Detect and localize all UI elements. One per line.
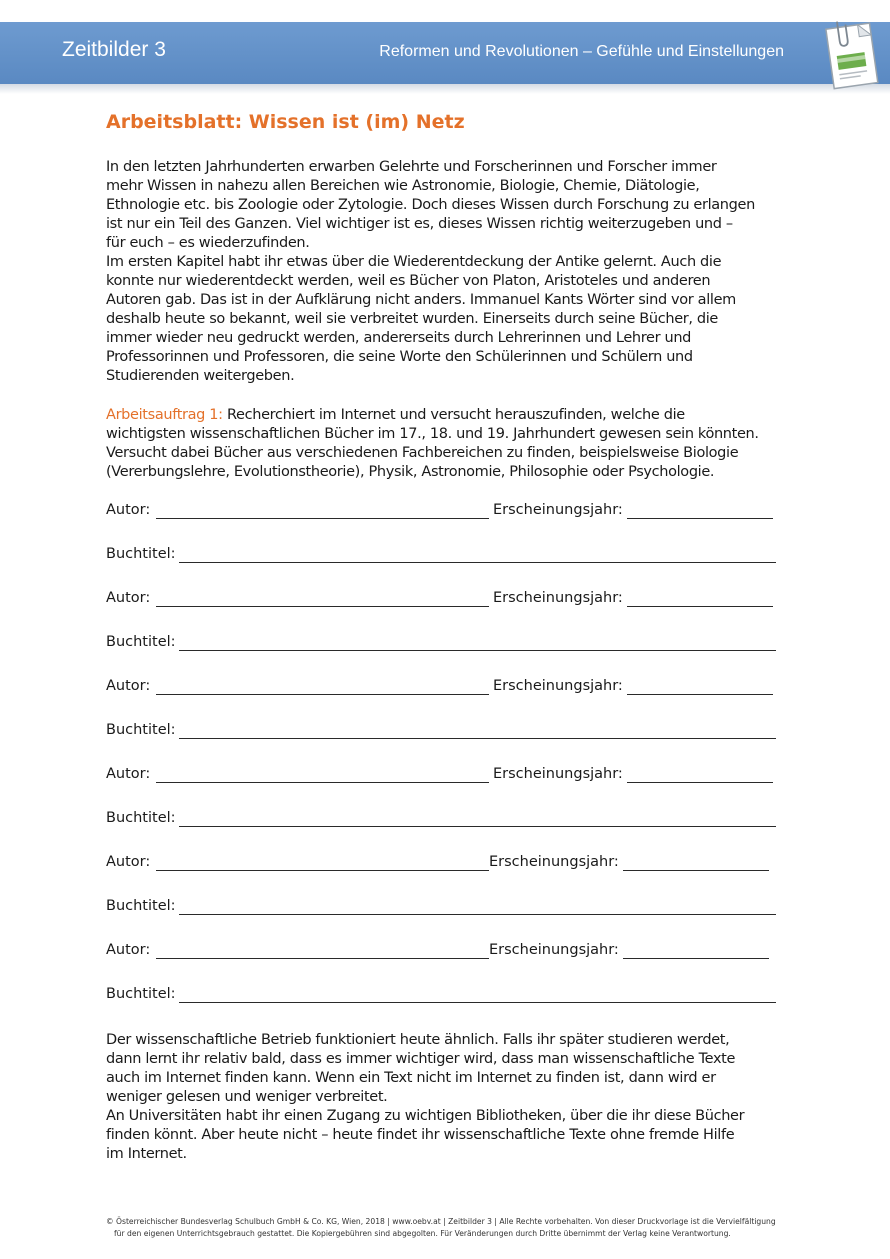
task-paragraph	[106, 406, 806, 482]
book-title-label: Buchtitel:	[106, 546, 176, 562]
book-title-answer-line[interactable]	[179, 562, 776, 563]
year-label: Erscheinungsjahr:	[493, 590, 623, 606]
year-label: Erscheinungsjahr:	[493, 678, 623, 694]
year-answer-line[interactable]	[627, 518, 773, 519]
header-shadow	[0, 84, 890, 94]
text-line: Ethnologie etc. bis Zoologie oder Zytologie. Doch dieses Wissen durch Forschung zu erlangen	[106, 197, 755, 213]
text-line: weniger gelesen und weniger verbreitet.	[106, 1089, 388, 1105]
year-answer-line[interactable]	[623, 958, 769, 959]
text-line: Versucht dabei Bücher aus verschiedenen Fachbereichen zu finden, beispielsweise Biologie	[106, 445, 739, 461]
book-title-answer-line[interactable]	[179, 738, 776, 739]
book-title-label: Buchtitel:	[106, 634, 176, 650]
author-label: Autor:	[106, 942, 151, 958]
task-text: Recherchiert im Internet und versucht herauszufinden, welche die	[222, 407, 685, 423]
outro-paragraph	[106, 1031, 806, 1164]
book-title-answer-line[interactable]	[179, 826, 776, 827]
book-title: Zeitbilder 3	[62, 38, 166, 61]
book-title-label: Buchtitel:	[106, 722, 176, 738]
year-answer-line[interactable]	[627, 694, 773, 695]
text-line: In den letzten Jahrhunderten erwarben Gelehrte und Forscherinnen und Forscher immer	[106, 159, 717, 175]
text-line: deshalb heute so bekannt, weil sie verbreitet wurden. Einerseits durch seine Bücher, die	[106, 311, 718, 327]
author-answer-line[interactable]	[156, 782, 489, 783]
book-title-answer-line[interactable]	[179, 1002, 776, 1003]
worksheet-document-icon	[816, 14, 886, 100]
year-answer-line[interactable]	[627, 606, 773, 607]
text-line: wichtigsten wissenschaftlichen Bücher im 17., 18. und 19. Jahrhundert gewesen sein könnten.	[106, 426, 759, 442]
book-title-label: Buchtitel:	[106, 810, 176, 826]
task-label: Arbeitsauftrag 1:	[106, 407, 223, 423]
year-label: Erscheinungsjahr:	[489, 854, 619, 870]
year-label: Erscheinungsjahr:	[493, 502, 623, 518]
author-answer-line[interactable]	[156, 694, 489, 695]
text-line: (Vererbungslehre, Evolutionstheorie), Physik, Astronomie, Philosophie oder Psychologie.	[106, 464, 715, 480]
text-line: konnte nur wiederentdeckt werden, weil es Bücher von Platon, Aristoteles und anderen	[106, 273, 711, 289]
text-line: Der wissenschaftliche Betrieb funktioniert heute ähnlich. Falls ihr später studieren werdet,	[106, 1032, 730, 1048]
text-line: Professorinnen und Professoren, die seine Worte den Schülerinnen und Schülern und	[106, 349, 693, 365]
text-line: dann lernt ihr relativ bald, dass es immer wichtiger wird, dass man wissenschaftliche Texte	[106, 1051, 736, 1067]
book-title-label: Buchtitel:	[106, 898, 176, 914]
text-line: Autoren gab. Das ist in der Aufklärung nicht anders. Immanuel Kants Wörter sind vor allem	[106, 292, 736, 308]
author-label: Autor:	[106, 502, 151, 518]
author-label: Autor:	[106, 766, 151, 782]
worksheet-title: Arbeitsblatt: Wissen ist (im) Netz	[106, 111, 465, 133]
text-line: für euch – es wiederzufinden.	[106, 235, 310, 251]
footer-line: © Österreichischer Bundesverlag Schulbuch GmbH & Co. KG, Wien, 2018 | www.oebv.at | Zeitbilder 3 | Alle Rechte vorbehalten. Von dieser Druckvorlage ist die Vervielfältigung	[106, 1217, 776, 1226]
year-answer-line[interactable]	[623, 870, 769, 871]
text-line: An Universitäten habt ihr einen Zugang zu wichtigen Bibliotheken, über die ihr diese Bücher	[106, 1108, 745, 1124]
author-answer-line[interactable]	[156, 870, 489, 871]
text-line: mehr Wissen in nahezu allen Bereichen wie Astronomie, Biologie, Chemie, Diätologie,	[106, 178, 700, 194]
author-label: Autor:	[106, 854, 151, 870]
year-label: Erscheinungsjahr:	[493, 766, 623, 782]
text-line: Im ersten Kapitel habt ihr etwas über die Wiederentdeckung der Antike gelernt. Auch die	[106, 254, 722, 270]
copyright-footer	[106, 1216, 786, 1240]
text-line: finden könnt. Aber heute nicht – heute findet ihr wissenschaftliche Texte ohne fremde Hilfe	[106, 1127, 735, 1143]
text-line: immer wieder neu gedruckt werden, andererseits durch Lehrerinnen und Lehrer und	[106, 330, 692, 346]
author-answer-line[interactable]	[156, 958, 489, 959]
text-line: auch im Internet finden kann. Wenn ein Text nicht im Internet zu finden ist, dann wird er	[106, 1070, 716, 1086]
text-line: Studierenden weitergeben.	[106, 368, 295, 384]
author-answer-line[interactable]	[156, 518, 489, 519]
task-first-line	[106, 406, 806, 425]
intro-paragraph	[106, 158, 806, 386]
text-line: ist nur ein Teil des Ganzen. Viel wichtiger ist es, dieses Wissen richtig weiterzugeben und –	[106, 216, 733, 232]
year-answer-line[interactable]	[627, 782, 773, 783]
book-title-answer-line[interactable]	[179, 650, 776, 651]
text-line: im Internet.	[106, 1146, 187, 1162]
author-answer-line[interactable]	[156, 606, 489, 607]
footer-line: für den eigenen Unterrichtsgebrauch gestattet. Die Kopiergebühren sind abgegolten. Für Veränderungen durch Dritte übernimmt der Verlag keine Verantwortung.	[114, 1229, 731, 1238]
author-label: Autor:	[106, 678, 151, 694]
author-label: Autor:	[106, 590, 151, 606]
book-title-label: Buchtitel:	[106, 986, 176, 1002]
chapter-title: Reformen und Revolutionen – Gefühle und Einstellungen	[379, 43, 784, 60]
year-label: Erscheinungsjahr:	[489, 942, 619, 958]
book-title-answer-line[interactable]	[179, 914, 776, 915]
